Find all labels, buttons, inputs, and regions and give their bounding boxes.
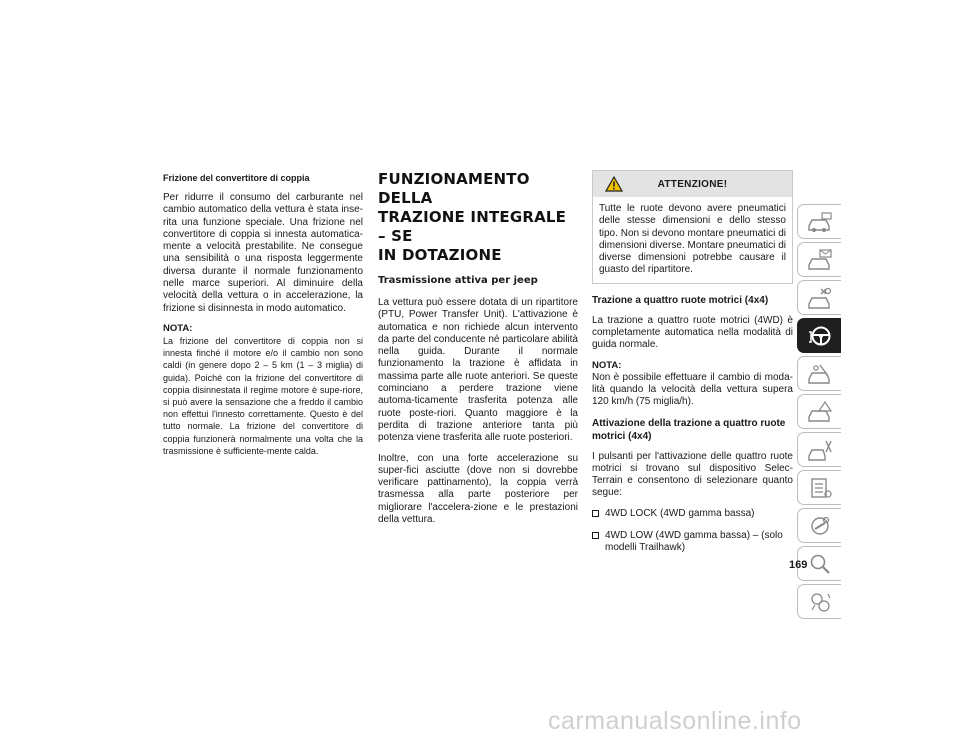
section-title	[378, 170, 578, 265]
checklist-icon	[806, 476, 834, 500]
car-safety-icon	[806, 362, 834, 386]
tab-car-controls[interactable]	[797, 280, 841, 315]
section-title-line-1: FUNZIONAMENTO DELLA	[378, 170, 530, 207]
warning-box	[592, 170, 793, 284]
tab-car-safety[interactable]	[797, 356, 841, 391]
section-heading: Attivazione della trazione a quattro ruote motrici (4x4)	[592, 417, 786, 442]
tab-wrench-car[interactable]	[797, 508, 841, 543]
column-1	[163, 172, 363, 457]
tab-car-warning[interactable]	[797, 394, 841, 429]
car-dashboard-icon	[806, 210, 834, 234]
tab-car-letter[interactable]	[797, 242, 841, 277]
list-item	[592, 530, 793, 555]
section-title-line-2: TRAZIONE INTEGRALE – SE	[378, 208, 567, 245]
tab-checklist[interactable]	[797, 470, 841, 505]
tab-car-dashboard[interactable]	[797, 204, 841, 239]
tab-steering-wheel[interactable]	[797, 318, 841, 353]
warning-header	[593, 171, 792, 197]
wrench-car-icon	[806, 514, 834, 538]
watermark: carmanualsonline.info	[548, 707, 802, 735]
paragraph: La vettura può essere dotata di un ripartitore (PTU, Power Transfer Unit). L'attivazione è automatica e non richiede alcun intervento da parte del conducente né particolare abilità nella guida. Durante il normale funzionamento la trazione è affidata in massima parte alle ruote anteriori. Se queste cominciano a perdere trazione viene automa-ticamente trasferita potenza alle ruote poste-riori. Quanto maggiore è la perdita di trazione anteriore tanta più potenza viene trasferita alle ruote posteriori.	[378, 297, 578, 444]
warning-text: Tutte le ruote devono avere pneumatici delle stesse dimensioni e dello stesso tipo. Non si devono montare pneumatici di dimensioni diverse. Montare pneumatici di diverse dimensioni potrebbe causare il guasto del ripartitore.	[599, 203, 786, 276]
square-bullet-icon	[592, 532, 599, 539]
paragraph: La trazione a quattro ruote motrici (4WD) è completamente automatica nella modalità di guida normale.	[592, 314, 793, 351]
list-item	[592, 508, 793, 520]
list-item-text: 4WD LOCK (4WD gamma bassa)	[605, 507, 755, 519]
car-controls-icon	[806, 286, 834, 310]
magnifier-icon	[806, 552, 834, 576]
note-text: La frizione del convertitore di coppia non si innesta finché il motore e/o il cambio non sono caldi (in genere dopo 2 – 5 km (1 – 3 miglia) di guida). Poiché con la frizione del convertitore di coppia disinnestata il regime motore è supe-riore, si può avere la sensazione che a freddo il cambio non effettui l'innesto correttamente. Questo è del tutto normale. La frizione del convertitore di coppia funzionerà normalmente una volta che la trasmissione è sufficiente-mente calda.	[163, 335, 363, 456]
paragraph: Inoltre, con una forte accelerazione su super-fici asciutte (dove non si dovrebbe verificare pattinamento), la coppia verrà trasmessa alla parte posteriore per migliorare l'accelera-zione e le prestazioni della vettura.	[378, 452, 578, 526]
bullet-list	[592, 508, 793, 555]
section-heading: Trazione a quattro ruote motrici (4x4)	[592, 294, 769, 306]
section-subtitle: Frizione del convertitore di coppia	[163, 173, 310, 183]
square-bullet-icon	[592, 510, 599, 517]
warning-title: ATTENZIONE!	[657, 178, 728, 190]
multilanguage-icon	[806, 590, 834, 614]
column-3	[592, 170, 793, 565]
paragraph: I pulsanti per l'attivazione delle quattro ruote motrici si trovano sul dispositivo Selec-Terrain e consentono di selezionare quanto segue:	[592, 450, 793, 499]
car-letter-icon	[806, 248, 834, 272]
car-tools-icon	[806, 438, 834, 462]
tab-car-tools[interactable]	[797, 432, 841, 467]
note-title: NOTA:	[592, 359, 622, 371]
note-text: Non è possibile effettuare il cambio di moda-lità quando la velocità della vettura supera 120 km/h (75 miglia/h).	[592, 371, 793, 408]
column-2	[378, 170, 578, 534]
car-warning-icon	[806, 400, 834, 424]
section-title-line-3: IN DOTAZIONE	[378, 246, 502, 264]
note-title: NOTA:	[163, 322, 193, 334]
tab-multilanguage[interactable]	[797, 584, 841, 619]
page-number: 169	[789, 559, 808, 571]
warning-triangle-icon	[605, 176, 623, 192]
list-item-text: 4WD LOW (4WD gamma bassa) – (solo modelli Trailhawk)	[605, 530, 783, 554]
paragraph: Per ridurre il consumo del carburante nel cambio automatico della vettura è stata inse-rita una funzione speciale. Una frizione nel convertitore di coppia si innesta automatica-mente a velocità prestabilite. Ne consegue una sensibilità o una risposta leggermente diversa durante il normale funzionamento nelle marce superiori. Al diminuire della velocità della vettura o in accelerazione, la frizione si disinnesta in modo automatico.	[163, 192, 363, 314]
section-subtitle: Trasmissione attiva per jeep	[378, 275, 538, 286]
steering-wheel-icon	[806, 324, 834, 348]
